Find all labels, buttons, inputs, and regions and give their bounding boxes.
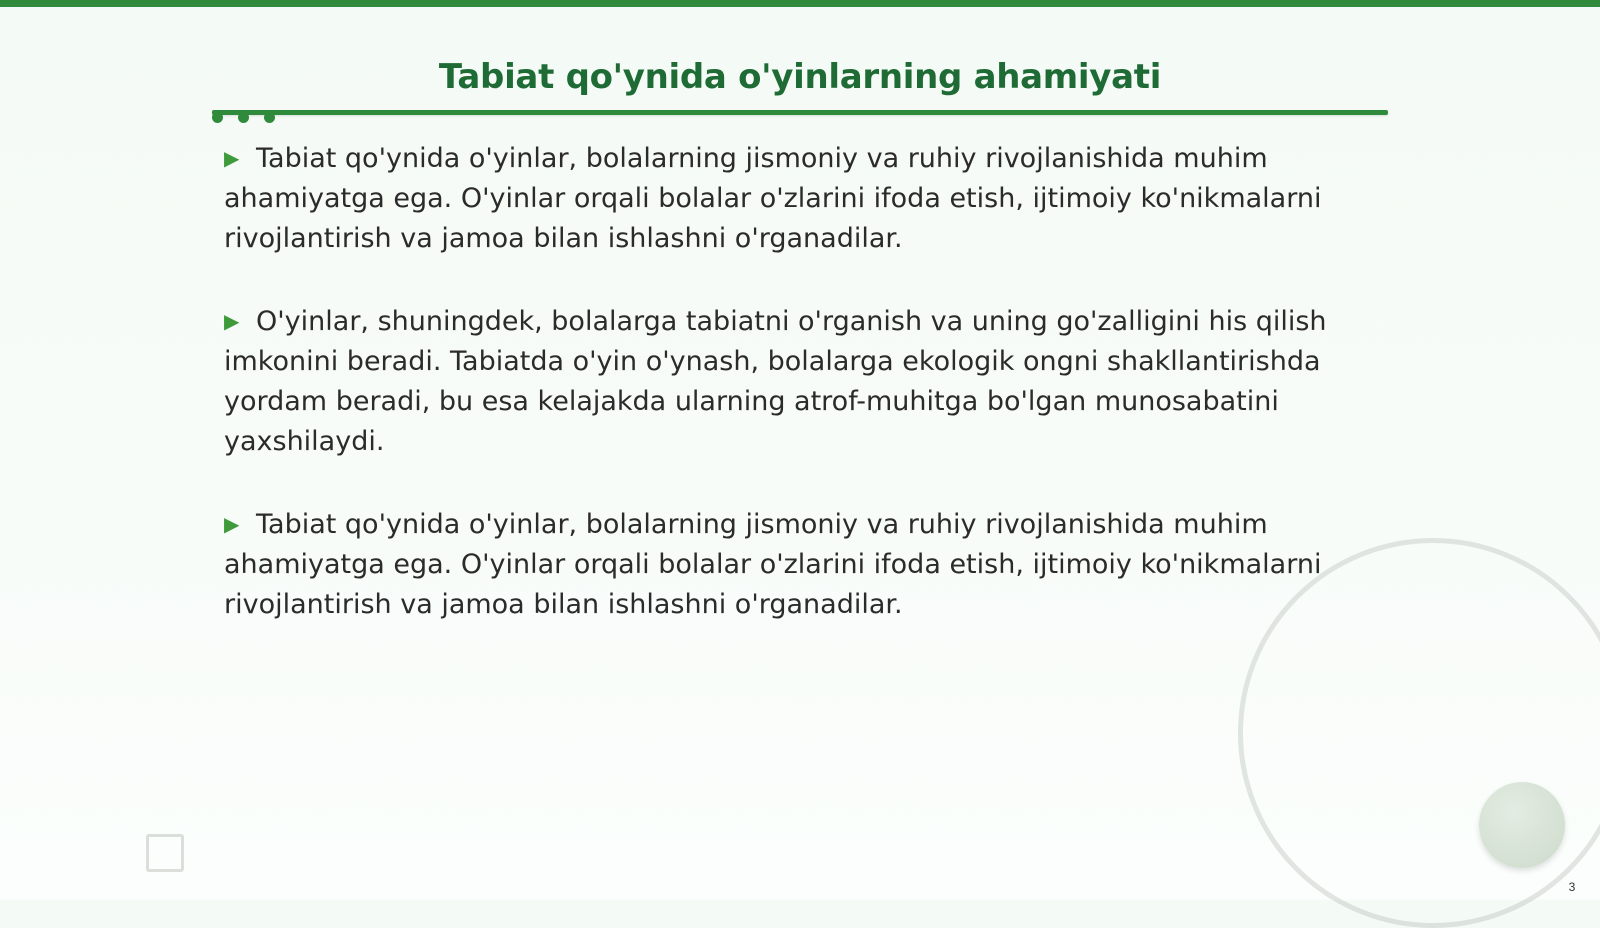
decorative-ring	[1238, 538, 1600, 928]
triangle-bullet-icon: ▶	[224, 512, 240, 536]
decorative-dot	[238, 112, 249, 123]
decorative-dot	[212, 112, 223, 123]
slide-title: Tabiat qo'ynida o'yinlarning ahamiyati	[438, 57, 1162, 97]
top-accent-bar	[0, 0, 1600, 7]
bullet-item	[224, 138, 1344, 259]
bullet-list	[224, 138, 1344, 667]
decorative-square	[146, 834, 184, 872]
bullet-text: Tabiat qo'ynida o'yinlar, bolalarning jismoniy va ruhiy rivojlanishida muhim ahamiyatga ega. O'yinlar orqali bolalar o'zlarini ifoda etish, ijtimoiy ko'nikmalarni rivojlantirish va jamoa bilan ishlashni o'rganadilar.	[224, 143, 1322, 254]
bullet-text: Tabiat qo'ynida o'yinlar, bolalarning jismoniy va ruhiy rivojlanishida muhim ahamiyatga ega. O'yinlar orqali bolalar o'zlarini ifoda etish, ijtimoiy ko'nikmalarni rivojlantirish va jamoa bilan ishlashni o'rganadilar.	[224, 509, 1322, 620]
decorative-dot	[264, 112, 275, 123]
triangle-bullet-icon: ▶	[224, 146, 240, 170]
triangle-bullet-icon: ▶	[224, 309, 240, 333]
bullet-text: O'yinlar, shuningdek, bolalarga tabiatni o'rganish va uning go'zalligini his qilish imkonini beradi. Tabiatda o'yin o'ynash, bolalarga ekologik ongni shakllantirishda yordam beradi, bu esa kelajakda ularning atrof-muhitga bo'lgan munosabatini yaxshilaydi.	[224, 306, 1327, 457]
bullet-item	[224, 301, 1344, 462]
decorative-circle	[1479, 782, 1565, 868]
bullet-item	[224, 504, 1344, 625]
title-underline	[212, 110, 1388, 115]
page-number: 3	[1568, 880, 1576, 894]
